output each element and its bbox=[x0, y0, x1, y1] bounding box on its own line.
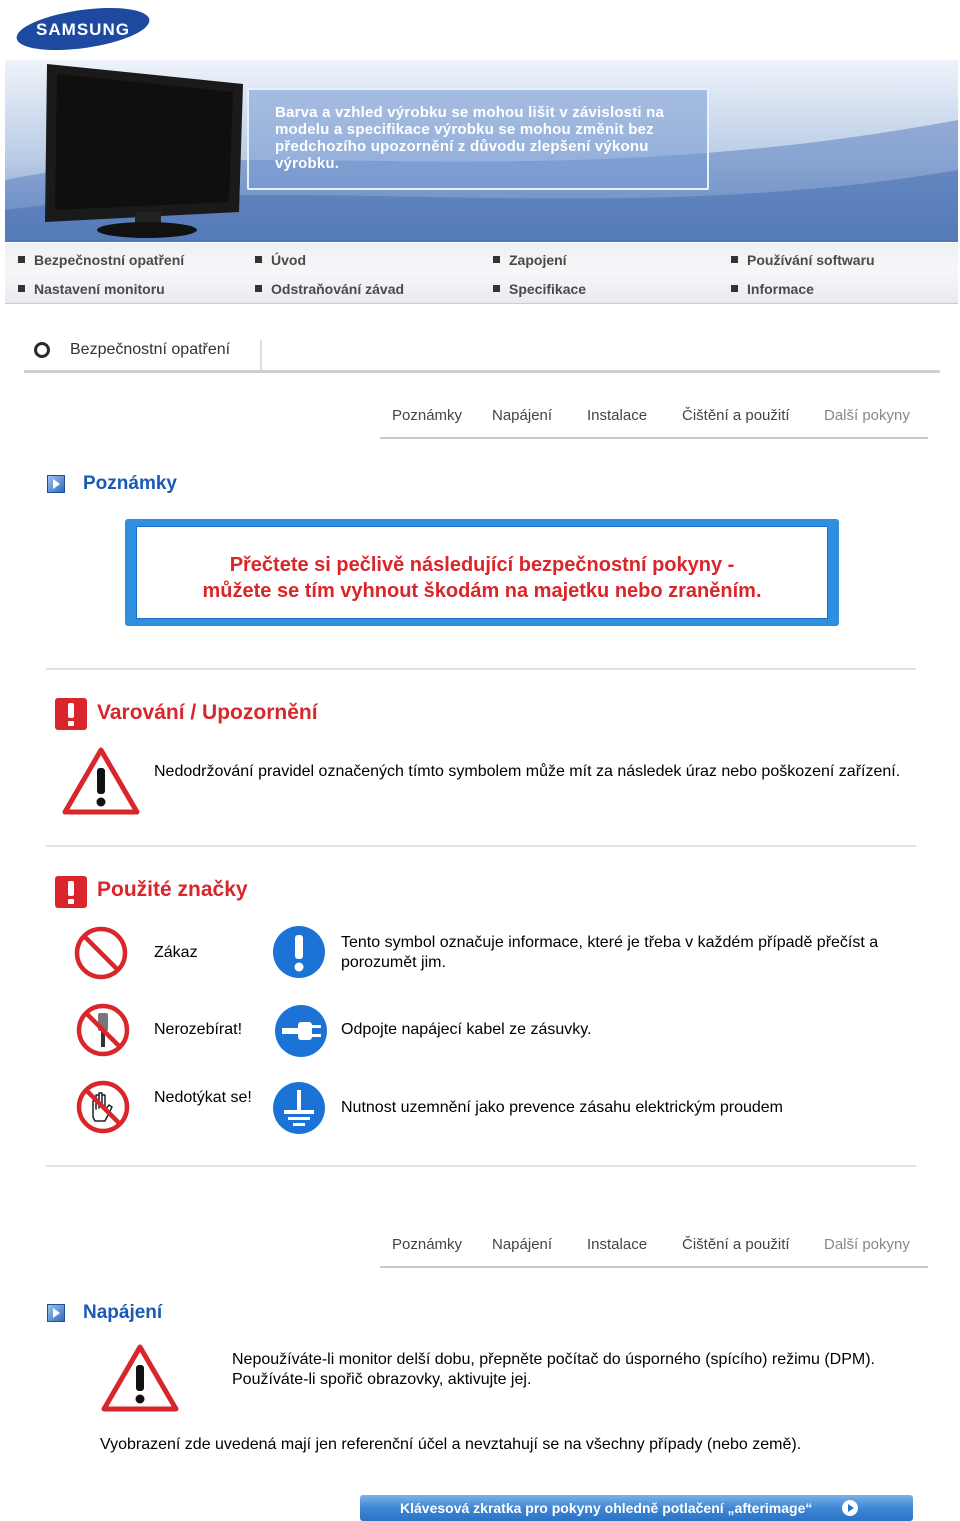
product-banner bbox=[5, 60, 958, 242]
grounding-icon bbox=[272, 1081, 326, 1135]
subnav-cleaning[interactable]: Čištění a použití bbox=[682, 1236, 790, 1253]
nav-item-label: Zapojení bbox=[509, 252, 567, 268]
nav-bullet-icon bbox=[731, 285, 738, 292]
section-bullet-icon bbox=[47, 1304, 65, 1322]
warning-exclamation-icon bbox=[55, 698, 87, 730]
nav-item-label: Nastavení monitoru bbox=[34, 281, 165, 297]
safety-notice-text bbox=[137, 552, 827, 604]
do-not-touch-icon bbox=[75, 1079, 131, 1135]
notes-heading: Poznámky bbox=[83, 473, 177, 494]
power-warning-triangle-icon bbox=[101, 1343, 179, 1413]
symbol-text-unplug: Odpojte napájecí kabel ze zásuvky. bbox=[341, 1021, 592, 1038]
monitor-image bbox=[43, 62, 253, 242]
subnav-installation[interactable]: Instalace bbox=[587, 1236, 648, 1253]
section-circle-icon bbox=[34, 342, 50, 358]
warning-title: Varování / Upozornění bbox=[97, 701, 318, 724]
nav-item-software[interactable] bbox=[731, 252, 875, 268]
symbol-label-do-not-touch: Nedotýkat se! bbox=[154, 1089, 252, 1106]
notice-line-1: Přečtete si pečlivě následující bezpečnostní pokyny - bbox=[229, 554, 735, 576]
play-arrow-icon bbox=[842, 1500, 858, 1516]
afterimage-link-button[interactable] bbox=[360, 1495, 913, 1521]
warning-triangle-icon bbox=[62, 746, 140, 816]
nav-bullet-icon bbox=[255, 285, 262, 292]
prohibition-icon bbox=[73, 925, 129, 981]
power-heading: Napájení bbox=[83, 1302, 163, 1323]
subnav-other[interactable]: Další pokyny bbox=[824, 1236, 910, 1253]
symbol-text-grounding: Nutnost uzemnění jako prevence zásahu elektrickým proudem bbox=[341, 1099, 783, 1116]
subnav-installation[interactable]: Instalace bbox=[587, 407, 648, 424]
reference-note: Vyobrazení zde uvedená mají jen referenční účel a nevztahují se na všechny případy (nebo země). bbox=[100, 1436, 802, 1453]
section-bullet-icon bbox=[47, 475, 65, 493]
nav-bullet-icon bbox=[731, 256, 738, 263]
top-navigation bbox=[5, 243, 958, 304]
unplug-icon bbox=[274, 1004, 328, 1058]
nav-item-label: Specifikace bbox=[509, 281, 587, 297]
page-title: Bezpečnostní opatření bbox=[70, 341, 231, 358]
nav-item-label: Informace bbox=[747, 281, 814, 297]
do-not-disassemble-icon bbox=[75, 1002, 131, 1058]
sub-navigation bbox=[380, 401, 928, 439]
nav-bullet-icon bbox=[18, 285, 25, 292]
symbols-exclamation-icon bbox=[55, 876, 87, 908]
symbol-label-prohibited: Zákaz bbox=[154, 944, 198, 961]
subnav-other[interactable]: Další pokyny bbox=[824, 407, 910, 424]
warning-text: Nedodržování pravidel označených tímto symbolem může mít za následek úraz nebo poškození zařízení. bbox=[154, 763, 901, 780]
subnav-notes[interactable]: Poznámky bbox=[392, 1236, 463, 1253]
title-divider bbox=[260, 340, 262, 370]
nav-item-specifications[interactable] bbox=[493, 281, 586, 297]
nav-bullet-icon bbox=[493, 256, 500, 263]
divider bbox=[46, 845, 916, 847]
nav-item-intro[interactable] bbox=[255, 252, 306, 268]
safety-notice-inner bbox=[136, 526, 828, 619]
nav-item-safety[interactable] bbox=[18, 252, 184, 268]
nav-bullet-icon bbox=[18, 256, 25, 263]
power-line-1: Nepoužíváte-li monitor delší dobu, přepněte počítač do úsporného (spícího) režimu (DPM). bbox=[232, 1351, 875, 1368]
nav-item-label: Odstraňování závad bbox=[271, 281, 405, 297]
samsung-logo bbox=[14, 6, 152, 52]
sub-navigation-2 bbox=[380, 1230, 928, 1268]
safety-notice-box bbox=[125, 519, 839, 626]
nav-bullet-icon bbox=[493, 285, 500, 292]
subnav-cleaning[interactable]: Čištění a použití bbox=[682, 407, 790, 424]
nav-item-label: Bezpečnostní opatření bbox=[34, 252, 185, 268]
subnav-power[interactable]: Napájení bbox=[492, 1236, 553, 1253]
nav-item-label: Používání softwaru bbox=[747, 252, 875, 268]
nav-bullet-icon bbox=[255, 256, 262, 263]
notice-line-2: můžete se tím vyhnout škodám na majetku nebo zraněním. bbox=[202, 580, 762, 602]
subnav-notes[interactable]: Poznámky bbox=[392, 407, 463, 424]
symbols-title: Použité značky bbox=[97, 878, 248, 901]
divider bbox=[46, 1165, 916, 1167]
title-underline bbox=[24, 370, 940, 373]
symbol-label-disassemble: Nerozebírat! bbox=[154, 1021, 243, 1038]
subnav-power[interactable]: Napájení bbox=[492, 407, 553, 424]
nav-item-adjust[interactable] bbox=[18, 281, 165, 297]
logo-text: SAMSUNG bbox=[36, 20, 130, 39]
mandatory-info-icon bbox=[272, 925, 326, 979]
nav-item-connection[interactable] bbox=[493, 252, 567, 268]
afterimage-link-label: Klávesová zkratka pro pokyny ohledně potlačení „afterimage“ bbox=[400, 1500, 813, 1516]
power-line-2: Používáte-li spořič obrazovky, aktivujte jej. bbox=[232, 1371, 532, 1388]
banner-text: Barva a vzhled výrobku se mohou lišit v závislosti na modelu a specifikace výrobku se mohou změnit bez předchozího upozornění z důvodu zlepšení výkonu výrobku. bbox=[275, 104, 665, 172]
nav-item-troubleshooting[interactable] bbox=[255, 281, 404, 297]
power-instruction bbox=[232, 1350, 922, 1390]
nav-item-label: Úvod bbox=[271, 252, 306, 268]
divider bbox=[46, 668, 916, 670]
nav-item-information[interactable] bbox=[731, 281, 814, 297]
symbol-text-mandatory: Tento symbol označuje informace, které je třeba v každém případě přečíst a porozumět jim. bbox=[341, 934, 879, 971]
